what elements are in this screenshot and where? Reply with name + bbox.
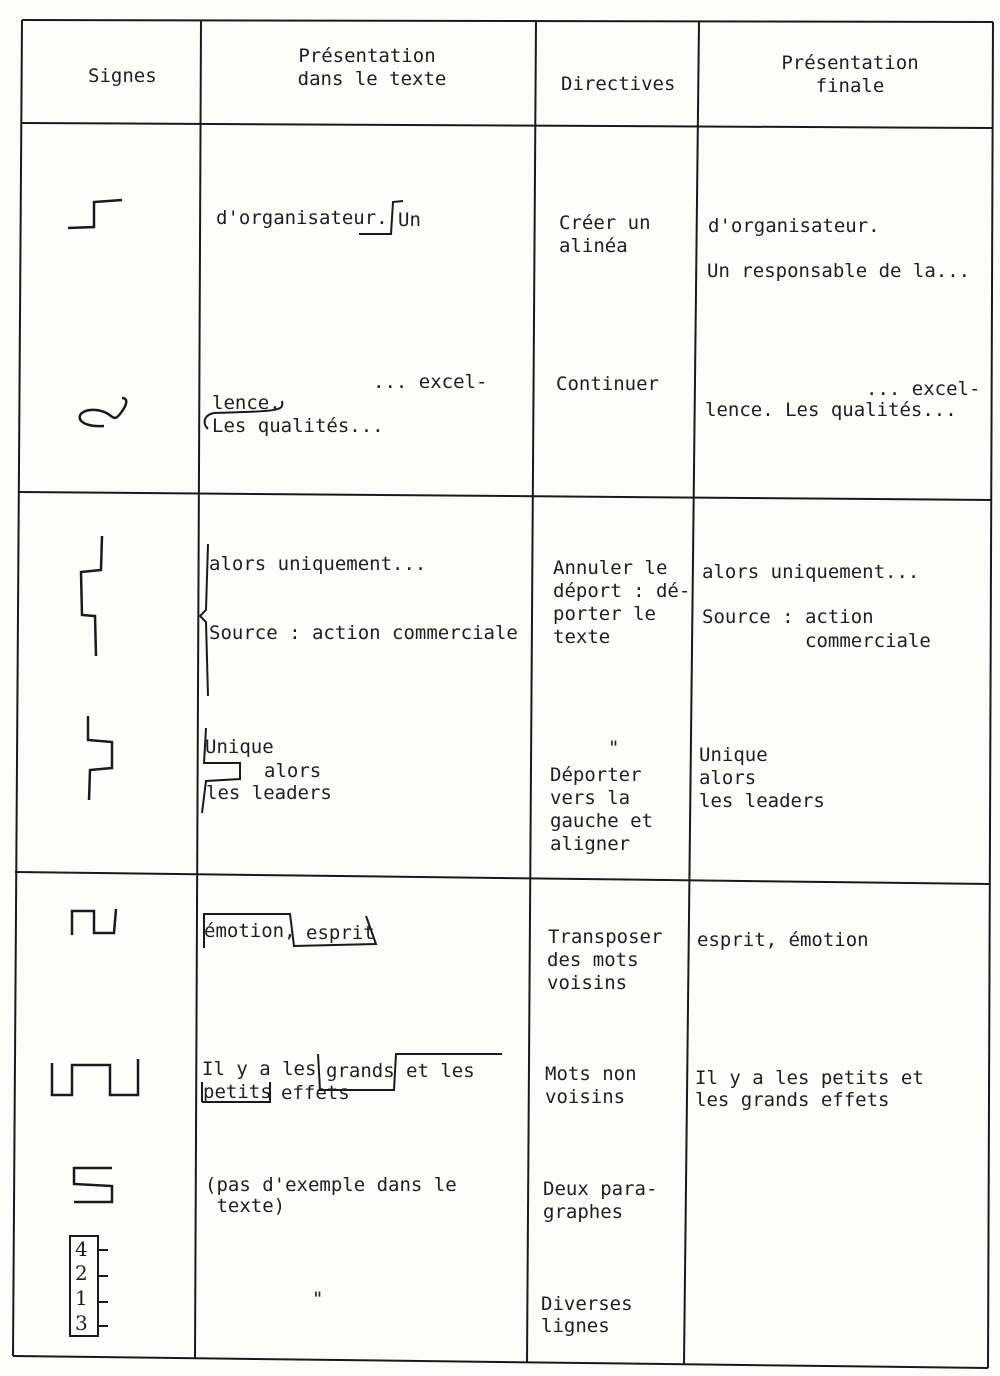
row3-text-line2: Source : action commerciale xyxy=(209,622,518,644)
row3-final-line1: alors uniquement... xyxy=(702,561,920,583)
row8-text-ditto: " xyxy=(312,1288,324,1310)
indent-mark-icon xyxy=(355,198,405,242)
line-order-digit-2: 2 xyxy=(75,1261,88,1285)
row2-final-line1: ... excel- xyxy=(866,378,981,400)
row4-directive-line1: Déporter xyxy=(550,764,642,786)
row6-text-part5: effets xyxy=(281,1082,350,1104)
row6-final-line1: Il y a les petits et xyxy=(695,1067,924,1089)
row3-directive-line1: Annuler le xyxy=(553,557,668,579)
header-signes: Signes xyxy=(88,65,157,87)
row6-text-part2: grands xyxy=(326,1060,395,1082)
row5-final: esprit, émotion xyxy=(697,929,869,951)
row2-final-line2: lence. Les qualités... xyxy=(705,399,957,421)
row1-text-part1: d'organisateur. xyxy=(216,207,388,229)
line-order-digit-1: 4 xyxy=(75,1237,88,1261)
shift-left-icon xyxy=(80,712,120,804)
row2-text-line1: ... excel- xyxy=(373,371,488,393)
row5-text-word1: émotion, xyxy=(204,920,296,942)
header-presentation-line1: Présentation xyxy=(298,45,436,67)
continue-link-icon xyxy=(198,395,298,435)
line-order-digit-3: 1 xyxy=(75,1286,88,1310)
row5-text-word2: esprit xyxy=(306,922,375,944)
row8-directive-line2: lignes xyxy=(541,1315,610,1337)
row4-text-line3: les leaders xyxy=(206,782,332,804)
row4-directive-line3: gauche et xyxy=(550,810,653,832)
row1-text-part2: Un xyxy=(398,209,421,231)
header-presentation-line2: dans le texte xyxy=(297,68,447,90)
line-order-digit-4: 3 xyxy=(75,1311,88,1335)
row3-text-line1: alors uniquement... xyxy=(209,553,427,575)
row5-directive-line2: des mots xyxy=(547,949,639,971)
header-finale-line1: Présentation xyxy=(781,52,919,74)
row1-directive-line2: alinéa xyxy=(559,235,628,257)
non-adjacent-transpose-icon xyxy=(46,1055,146,1101)
row2-directive: Continuer xyxy=(556,373,659,395)
row7-text-line2: texte) xyxy=(205,1195,286,1217)
row3-final-line3: commerciale xyxy=(805,630,931,652)
row3-directive-line4: texte xyxy=(553,626,611,648)
row4-final-line1: Unique xyxy=(699,744,768,766)
row4-directive-ditto: " xyxy=(608,737,620,759)
row2-text-line3: Les qualités... xyxy=(212,415,384,437)
row3-directive-line2: déport : dé- xyxy=(553,580,691,602)
indent-step-icon xyxy=(60,190,130,240)
row7-directive-line2: graphes xyxy=(543,1201,624,1223)
row3-final-line2: Source : action xyxy=(702,606,874,628)
two-paragraphs-icon xyxy=(66,1162,122,1208)
row7-text-line1: (pas d'exemple dans le xyxy=(205,1174,457,1196)
line-order-icon xyxy=(66,1232,122,1340)
row6-text-part3: et les xyxy=(406,1060,475,1082)
row5-directive-line3: voisins xyxy=(547,972,628,994)
row6-directive-line2: voisins xyxy=(545,1086,626,1108)
row6-directive-line1: Mots non xyxy=(545,1063,637,1085)
transpose-icon xyxy=(64,905,124,941)
row4-text-line2: alors xyxy=(264,760,322,782)
row4-directive-line4: aligner xyxy=(550,833,631,855)
row1-final-line2: Un responsable de la... xyxy=(707,260,971,282)
row6-text-part4: petits xyxy=(203,1081,272,1103)
row1-directive-line1: Créer un xyxy=(559,212,651,234)
header-finale-line2: finale xyxy=(815,75,885,97)
row8-directive-line1: Diverses xyxy=(541,1293,633,1315)
cancel-offset-icon xyxy=(68,530,118,660)
row6-final-line2: les grands effets xyxy=(695,1089,890,1111)
row6-text-part1: Il y a les xyxy=(202,1058,317,1080)
row3-directive-line3: porter le xyxy=(553,603,656,625)
row4-text-line1: Unique xyxy=(205,736,274,758)
row4-directive-line2: vers la xyxy=(550,787,631,809)
header-directives: Directives xyxy=(561,73,676,95)
continue-curve-icon xyxy=(70,390,140,440)
row4-final-line2: alors xyxy=(699,767,757,789)
row2-text-line2: lence. xyxy=(212,392,281,414)
row4-final-line3: les leaders xyxy=(699,790,825,812)
row1-final-line1: d'organisateur. xyxy=(708,215,880,237)
row7-directive-line1: Deux para- xyxy=(543,1178,658,1200)
row5-directive-line1: Transposer xyxy=(548,926,663,948)
